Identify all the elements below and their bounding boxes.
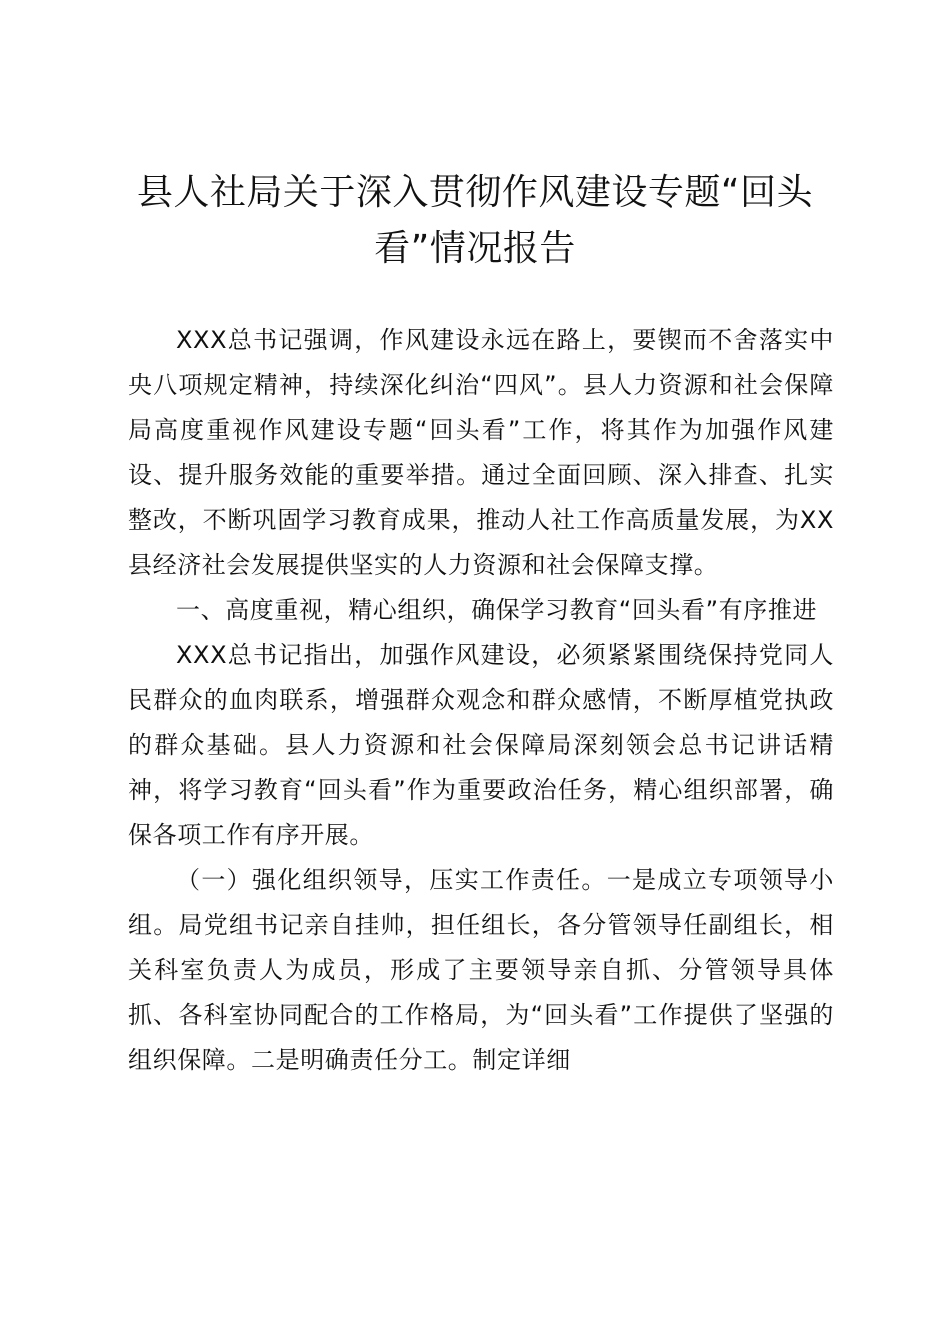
paragraph-section-1: XXX总书记指出，加强作风建设，必须紧紧围绕保持党同人民群众的血肉联系，增强群众观念和群众感情，不断厚植党执政的群众基础。县人力资源和社会保障局深刻领会总书记讲话精神，将学习教育“回头看”作为重要政治任务，精心组织部署，确保各项工作有序开展。 bbox=[128, 641, 834, 849]
document-title: 县人社局关于深入贯彻作风建设专题“回头看”情况报告 bbox=[136, 172, 814, 269]
section-heading-1: 一、高度重视，精心组织，确保学习教育“回头看”有序推进 bbox=[176, 596, 818, 624]
paragraph-intro: XXX总书记强调，作风建设永远在路上，要锲而不舍落实中央八项规定精神，持续深化纠治“四风”。县人力资源和社会保障局高度重视作风建设专题“回头看”工作，将其作为加强作风建设、提升服务效能的重要举措。通过全面回顾、深入排查、扎实整改，不断巩固学习教育成果，推动人社工作高质量发展，为XX县经济社会发展提供坚实的人力资源和社会保障支撑。 bbox=[128, 326, 834, 579]
document-body bbox=[128, 318, 834, 1083]
paragraph-subsection-1: （一）强化组织领导，压实工作责任。一是成立专项领导小组。局党组书记亲自挂帅，担任组长，各分管领导任副组长，相关科室负责人为成员，形成了主要领导亲自抓、分管领导具体抓、各科室协同配合的工作格局，为“回头看”工作提供了坚强的组织保障。二是明确责任分工。制定详细 bbox=[128, 866, 834, 1074]
